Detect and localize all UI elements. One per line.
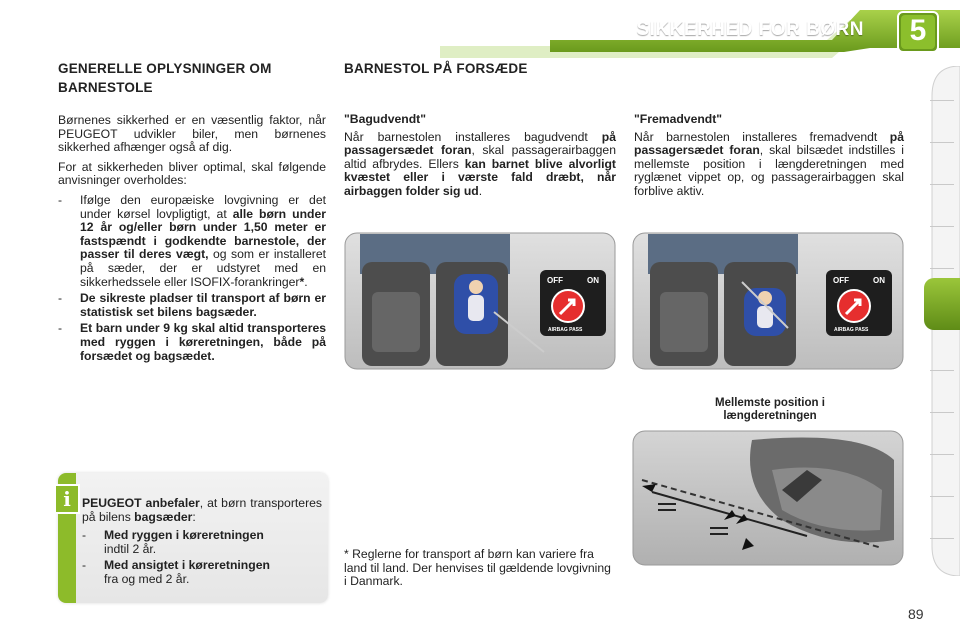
text-run-bold: på passagersædet foran (344, 129, 616, 158)
footnote-marker: * (299, 274, 305, 289)
paragraph (82, 497, 322, 524)
info-icon: i (54, 484, 80, 514)
text-run-bold: alle børn under 12 år og/eller børn under 1,50 meter er fastspændt i godkendte barnestole, der passer til deres vægt, (80, 206, 326, 262)
list-dash: - (58, 291, 63, 306)
chapter-title: SIKKERHED FOR BØRN (636, 19, 864, 40)
text-run: Ifølge den europæiske lovgivning er det under kørsel lovpligtigt, at (80, 192, 326, 221)
text-run-bold: "Fremadvendt" (634, 112, 723, 126)
text-run-bold: "Bagudvendt" (344, 112, 426, 126)
text-run-bold: på passagersædet foran (634, 129, 904, 158)
airbag-on-label: ON (873, 276, 885, 285)
section-heading-general (58, 61, 338, 95)
text-run: og som er installeret på sæder, der er udstyret med en sikkerhedssele eller ISOFIX-forankringer (80, 247, 326, 289)
tab-divider (930, 268, 954, 269)
list-item (58, 194, 326, 289)
forward-facing-text (634, 113, 904, 205)
text-run: . (478, 183, 483, 198)
page-number: 89 (908, 606, 924, 622)
tab-divider (930, 538, 954, 539)
illustration-rearward-facing-seat (344, 232, 616, 370)
list-dash: - (82, 528, 87, 543)
chapter-number: 5 (909, 14, 927, 47)
text-run-bold: PEUGEOT anbefaler (82, 496, 200, 510)
text-run-bold: Med ansigtet i køreretningen (104, 558, 270, 573)
tab-divider (930, 454, 954, 455)
tab-divider (930, 100, 954, 101)
tab-divider (930, 412, 954, 413)
paragraph (344, 131, 616, 199)
subheading (344, 113, 616, 127)
illustration-forward-facing-seat (632, 232, 904, 370)
tab-divider (930, 496, 954, 497)
text-run-bold: bagsæder (134, 509, 193, 524)
tab-divider (930, 370, 954, 371)
caption-line: længderetningen (723, 410, 817, 422)
list-item (82, 559, 322, 586)
text-run: Når barnestolen installeres fremadvendt (634, 129, 890, 144)
text-run-bold: Et barn under 9 kg skal altid transporteres med ryggen i køreretningen, både på forsædet og bagsædet. (80, 321, 326, 363)
text-run: , at børn transporteres på bilens (82, 496, 322, 524)
paragraph (634, 131, 904, 199)
tab-divider (930, 184, 954, 185)
rearward-facing-text (344, 113, 616, 205)
footnote: * Reglerne for transport af børn kan variere fra land til land. Der henvises til gældende lovgivning i Danmark. (344, 547, 611, 589)
caption-line: Mellemste position i (715, 397, 825, 409)
text-run-bold: kan barnet blive alvorligt kvæstet eller i værste fald dræbt, når airbaggen folder sig ud (344, 156, 616, 198)
text-run: fra og med 2 år. (104, 571, 190, 586)
illustration-seat-rail-middle-position (632, 430, 904, 566)
airbag-off-label: OFF (547, 276, 563, 285)
tab-divider (930, 142, 954, 143)
airbag-pass-label: AIRBAG PASS (834, 327, 869, 333)
info-box-text (82, 497, 322, 590)
airbag-on-label: ON (587, 276, 599, 285)
text-run-bold: De sikreste pladser til transport af børn er statistisk set bilens bagsæder. (80, 291, 326, 319)
paragraph: For at sikkerheden bliver optimal, skal følgende anvisninger overholdes: (58, 159, 326, 188)
list-dash: - (58, 192, 63, 207)
subheading (634, 113, 904, 127)
text-run: . (304, 274, 308, 289)
text-run: indtil 2 år. (104, 541, 157, 556)
list-dash: - (58, 321, 63, 336)
list-item (58, 292, 326, 319)
heading-line: GENERELLE OPLYSNINGER OM (58, 61, 272, 76)
tab-divider (930, 226, 954, 227)
list-dash: - (82, 558, 87, 573)
airbag-off-label: OFF (833, 276, 849, 285)
figure-caption (660, 397, 880, 423)
list-item (58, 322, 326, 363)
general-info-text (58, 114, 326, 366)
airbag-pass-label: AIRBAG PASS (548, 327, 583, 333)
text-run-bold: Med ryggen i køreretningen (104, 528, 264, 543)
chapter-tab-active[interactable] (924, 278, 960, 330)
text-run: , skal bilsædet indstilles i mellemste position i længderetningen med ryglænet vippet op, og passagerairbaggen skal forblive aktiv. (634, 143, 904, 198)
text-run: Når barnestolen installeres bagudvendt (344, 129, 602, 144)
heading-line: BARNESTOLE (58, 80, 153, 95)
text-run: : (192, 509, 196, 524)
paragraph: Børnenes sikkerhed er en væsentlig faktor, når PEUGEOT udvikler biler, men børnenes sikkerhed afhænger også af dig. (58, 113, 326, 155)
section-heading-front-seat: BARNESTOL PÅ FORSÆDE (344, 61, 528, 76)
text-run: , skal passagerairbaggen altid afbrydes. Ellers (344, 143, 616, 171)
list-item (82, 529, 322, 556)
